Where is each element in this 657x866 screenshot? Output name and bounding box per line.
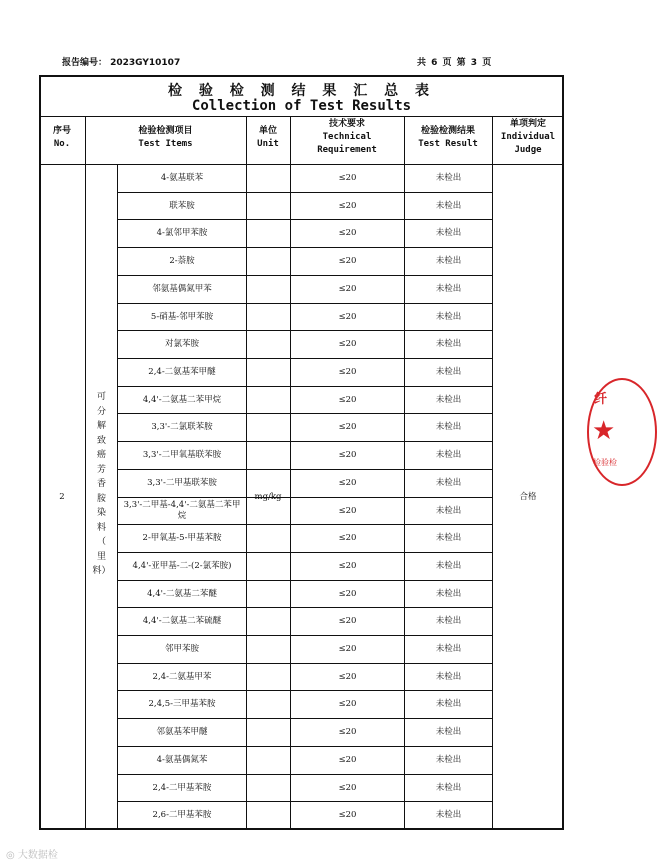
result-cell: 未检出 <box>435 449 462 460</box>
col-header-items: 检验检测项目 Test Items <box>138 126 193 149</box>
result-cell: 未检出 <box>435 255 462 266</box>
result-cell: 未检出 <box>435 311 462 322</box>
page-count: 共 6 页 第 3 页 <box>417 58 492 68</box>
requirement-cell: ≤20 <box>338 255 357 266</box>
result-cell: 未检出 <box>435 505 462 516</box>
test-item-cell: 2-甲氧基-5-甲基苯胺 <box>142 532 222 543</box>
result-cell: 未检出 <box>435 698 462 709</box>
requirement-cell: ≤20 <box>338 283 357 294</box>
test-item-cell: 4-氨基偶氮苯 <box>156 754 208 765</box>
result-cell: 未检出 <box>435 366 462 377</box>
result-cell: 未检出 <box>435 394 462 405</box>
result-cell: 未检出 <box>435 227 462 238</box>
requirement-cell: ≤20 <box>338 227 357 238</box>
test-item-cell: 2,4-二甲基苯胺 <box>152 782 212 793</box>
test-item-cell: 5-硝基-邻甲苯胺 <box>150 311 214 322</box>
test-item-cell: 4,4'-二氨基二苯硫醚 <box>142 615 222 626</box>
requirement-cell: ≤20 <box>338 505 357 516</box>
result-cell: 未检出 <box>435 338 462 349</box>
test-item-cell: 联苯胺 <box>169 200 195 211</box>
test-item-cell: 3,3'-二甲基-4,4'-二氨基二苯甲烷 <box>123 500 241 521</box>
requirement-cell: ≤20 <box>338 394 357 405</box>
test-category-label: 可 分 解 致 癌 芳 香 胺 染 料 （ 里 料） <box>92 392 111 576</box>
requirement-cell: ≤20 <box>338 366 357 377</box>
result-cell: 未检出 <box>435 532 462 543</box>
col-header-judge: 单项判定 Individual Judge <box>500 119 556 155</box>
test-item-cell: 3,3'-二氯联苯胺 <box>151 421 213 432</box>
star-icon: ★ <box>592 416 616 446</box>
result-cell: 未检出 <box>435 726 462 737</box>
requirement-cell: ≤20 <box>338 671 357 682</box>
col-header-no: 序号 No. <box>52 126 71 149</box>
requirement-cell: ≤20 <box>338 449 357 460</box>
test-item-cell: 4-氨基联苯 <box>160 172 204 183</box>
col-header-unit: 单位 Unit <box>257 126 279 149</box>
requirement-cell: ≤20 <box>338 698 357 709</box>
requirement-cell: ≤20 <box>338 421 357 432</box>
requirement-cell: ≤20 <box>338 172 357 183</box>
col-header-requirement: 技术要求 Technical Requirement <box>317 119 377 155</box>
test-item-cell: 2,4-二氨基苯甲醚 <box>148 366 216 377</box>
unit-cell: mg/kg <box>254 491 282 502</box>
test-item-cell: 4-氯邻甲苯胺 <box>156 227 208 238</box>
result-cell: 未检出 <box>435 643 462 654</box>
test-item-cell: 4,4'-二氨基二苯甲烷 <box>142 394 222 405</box>
result-cell: 未检出 <box>435 809 462 820</box>
test-item-cell: 4,4'-二氨基二苯醚 <box>147 588 217 599</box>
group-number: 2 <box>59 491 65 502</box>
result-cell: 未检出 <box>435 782 462 793</box>
result-cell: 未检出 <box>435 615 462 626</box>
requirement-cell: ≤20 <box>338 754 357 765</box>
requirement-cell: ≤20 <box>338 311 357 322</box>
test-item-cell: 邻氨基偶氮甲苯 <box>152 283 212 294</box>
result-cell: 未检出 <box>435 200 462 211</box>
result-cell: 未检出 <box>435 172 462 183</box>
test-item-cell: 3,3'-二甲氧基联苯胺 <box>142 449 222 460</box>
requirement-cell: ≤20 <box>338 643 357 654</box>
test-item-cell: 邻甲苯胺 <box>164 643 199 654</box>
requirement-cell: ≤20 <box>338 726 357 737</box>
test-item-cell: 2-萘胺 <box>169 255 195 266</box>
judge-cell: 合格 <box>519 491 537 502</box>
result-cell: 未检出 <box>435 421 462 432</box>
report-number: 报告编号： 2023GY10107 <box>62 58 181 68</box>
requirement-cell: ≤20 <box>338 200 357 211</box>
result-cell: 未检出 <box>435 671 462 682</box>
test-item-cell: 4,4'-亚甲基-二-(2-氯苯胺) <box>132 560 232 571</box>
table-title-en: Collection of Test Results <box>191 98 412 114</box>
test-item-cell: 3,3'-二甲基联苯胺 <box>147 477 217 488</box>
test-item-cell: 2,4-二氨基甲苯 <box>152 671 212 682</box>
test-item-cell: 2,6-二甲基苯胺 <box>152 809 212 820</box>
result-cell: 未检出 <box>435 560 462 571</box>
result-cell: 未检出 <box>435 754 462 765</box>
test-item-cell: 2,4,5-三甲基苯胺 <box>148 698 216 709</box>
requirement-cell: ≤20 <box>338 560 357 571</box>
result-cell: 未检出 <box>435 588 462 599</box>
requirement-cell: ≤20 <box>338 588 357 599</box>
result-cell: 未检出 <box>435 477 462 488</box>
logo-icon: ◎ <box>6 850 15 861</box>
requirement-cell: ≤20 <box>338 477 357 488</box>
title-divider <box>39 116 564 117</box>
watermark: ◎ 大数据检 <box>6 850 58 861</box>
test-item-cell: 邻氨基苯甲醚 <box>156 726 208 737</box>
test-item-cell: 对氯苯胺 <box>164 338 199 349</box>
result-cell: 未检出 <box>435 283 462 294</box>
requirement-cell: ≤20 <box>338 782 357 793</box>
table-title-zh: 检 验 检 测 结 果 汇 总 表 <box>168 83 435 99</box>
requirement-cell: ≤20 <box>338 809 357 820</box>
col-header-result: 检验检测结果 Test Result <box>418 126 478 149</box>
requirement-cell: ≤20 <box>338 615 357 626</box>
requirement-cell: ≤20 <box>338 532 357 543</box>
official-seal-stamp: 纤 ★ 检验检 <box>587 378 657 486</box>
requirement-cell: ≤20 <box>338 338 357 349</box>
